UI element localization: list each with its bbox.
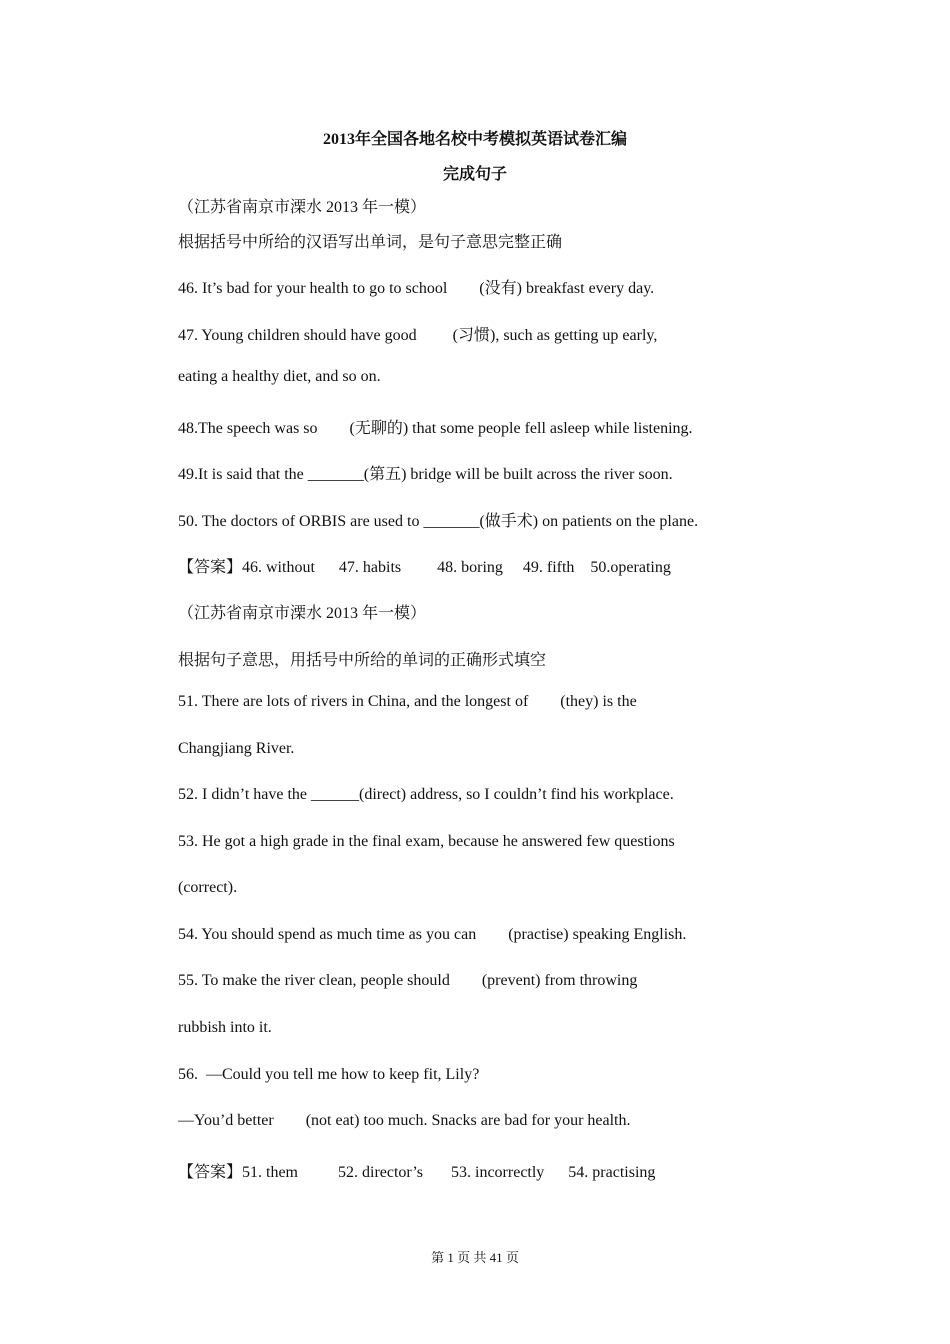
question-46: 46. It’s bad for your health to go to school (没有) breakfast every day. [178, 280, 655, 297]
source-note: （江苏省南京市溧水 2013 年一模） [178, 199, 427, 216]
instruction-text: 根据括号中所给的汉语写出单词，是句子意思完整正确 [178, 234, 563, 251]
question-53: 53. He got a high grade in the final exam, because he answered few questions [178, 833, 675, 850]
answer-key-51-54: 【答案】51. them 52. director’s 53. incorrectly 54. practising [178, 1164, 656, 1181]
question-52: 52. I didn’t have the ______(direct) address, so I couldn’t find his workplace. [178, 786, 674, 803]
question-53-cont: (correct). [178, 879, 238, 896]
question-48: 48.The speech was so (无聊的) that some people fell asleep while listening. [178, 420, 693, 437]
question-47: 47. Young children should have good (习惯), such as getting up early, [178, 327, 658, 344]
answer-key-46-50: 【答案】46. without 47. habits 48. boring 49. fifth 50.operating [178, 559, 671, 576]
page-footer: 第 1 页 共 41 页 [431, 1250, 519, 1265]
question-47-cont: eating a healthy diet, and so on. [178, 368, 381, 385]
question-54: 54. You should spend as much time as you can (practise) speaking English. [178, 926, 687, 943]
question-50: 50. The doctors of ORBIS are used to _______(做手术) on patients on the plane. [178, 513, 699, 530]
question-56-cont: —You’d better (not eat) too much. Snacks are bad for your health. [178, 1112, 631, 1129]
question-55: 55. To make the river clean, people should (prevent) from throwing [178, 972, 638, 989]
question-49: 49.It is said that the _______(第五) bridge will be built across the river soon. [178, 466, 673, 483]
question-55-cont: rubbish into it. [178, 1019, 272, 1036]
document-title: 2013年全国各地名校中考模拟英语试卷汇编 [322, 131, 627, 148]
instruction-text: 根据句子意思，用括号中所给的单词的正确形式填空 [178, 652, 547, 669]
section-title: 完成句子 [442, 166, 507, 183]
source-note: （江苏省南京市溧水 2013 年一模） [178, 605, 427, 622]
question-56: 56. —Could you tell me how to keep fit, Lily? [178, 1066, 480, 1083]
question-51: 51. There are lots of rivers in China, and the longest of (they) is the [178, 693, 637, 710]
question-51-cont: Changjiang River. [178, 740, 295, 757]
